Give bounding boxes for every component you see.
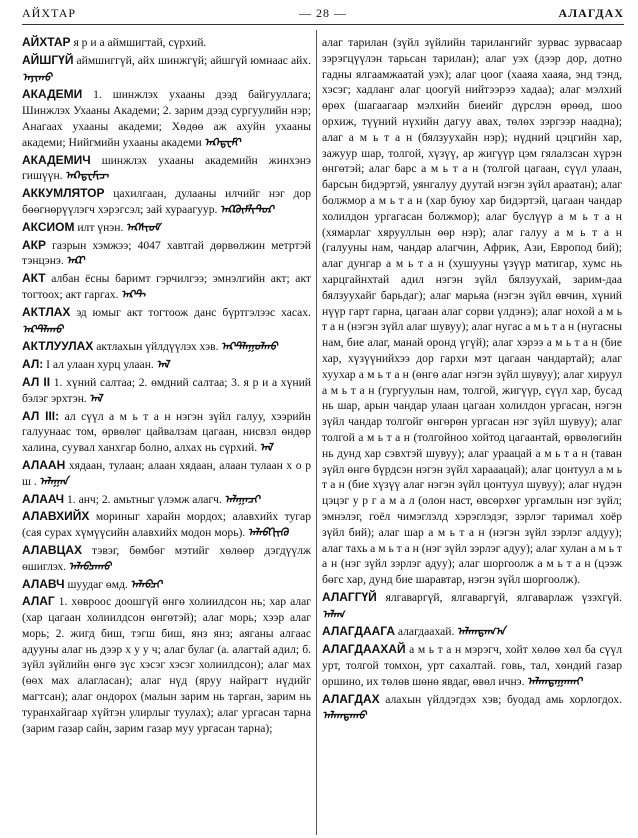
entry-definition: газрын хэмжээ; 4047 хавтгай дөрвөлжин метртэй тэнцэнэ. — [22, 238, 311, 268]
entry-definition: алахын үйлдэгдэх хэв; буодад амь хорлогдох. — [379, 692, 622, 706]
dictionary-entry — [22, 577, 311, 594]
dictionary-entry — [322, 35, 622, 589]
dictionary-entry — [22, 238, 311, 271]
entry-headword: АКАДЕМИ — [22, 87, 83, 102]
entry-definition: шуудаг өмд. — [64, 577, 128, 591]
entry-headword: АЛАГГҮЙ — [322, 589, 377, 604]
page-number: — 28 — — [299, 6, 347, 20]
entry-headword: АКТ — [22, 271, 46, 286]
dictionary-entry — [322, 642, 622, 690]
entry-headword: АКАДЕМИЧ — [22, 152, 91, 167]
mongolian-script: ᠠᠺᠰᠢᠣᠮ — [123, 221, 161, 234]
mongolian-script: ᠠᠯ — [86, 392, 102, 405]
mongolian-script: ᠠᠺᠠᠳ᠋ᠧᠮᠢᠴ — [62, 170, 109, 183]
running-head-left: АЙХТАР — [22, 6, 77, 20]
entry-definition: аймшиггүй, айх шинжгүй; айшгүй юмнаас айх. — [73, 53, 311, 67]
entry-headword: АКР — [22, 237, 46, 252]
entry-headword: АЛАГДААГА — [322, 624, 395, 639]
entry-headword: АККУМЛЯТОР — [22, 186, 105, 201]
entry-headword: АЛ II — [22, 374, 51, 389]
mongolian-script: ᠠᠯᠠᠪᠬᠢᠢᠬᠦ — [245, 527, 289, 540]
mongolian-script: ᠠᠯᠠᠪᠴᠠᠬᠤ — [66, 560, 112, 573]
dictionary-entry — [22, 375, 311, 408]
dictionary-entry — [22, 339, 311, 356]
entry-headword: АКТЛАХ — [22, 304, 71, 319]
entry-headword: АЛАГДАХ — [322, 691, 380, 706]
entry-definition: цахилгаан, дулааны илчийг нэг дор бөөгнөрүүлэгч хэрэгсэл; зай хураагуур. — [22, 187, 311, 216]
entry-headword: АЙХТАР — [22, 35, 71, 49]
entry-headword: АЛАВЦАХ — [22, 542, 82, 557]
dictionary-entry — [22, 458, 311, 491]
entry-headword: АЛАВХИЙХ — [22, 509, 90, 524]
entry-headword: АКСИОМ — [22, 219, 75, 234]
header-rule — [22, 24, 624, 25]
entry-definition: 1. хүний салтаа; 2. өмдний салтаа; 3. я р и а хүний бэлэг эрхтэн. — [22, 375, 311, 405]
mongolian-script: ᠠᠯ — [153, 359, 169, 372]
left-column — [22, 35, 311, 835]
entry-headword: АЛ: — [22, 357, 44, 372]
entry-definition: эд юмыг акт тогтоож данс бүртгэлээс хасах. — [70, 305, 311, 319]
entry-definition: тэвэг, бөмбөг мэтийг хөлөөр дэгдүүлж өшиглэх. — [22, 543, 311, 573]
entry-headword: АЛАВЧ — [22, 576, 65, 591]
entry-definition: 1. анч; 2. амьтныг үлэмж алагч. — [64, 492, 222, 506]
entry-headword: АЛ III: — [22, 408, 60, 423]
mongolian-script: ᠠᠺᠷ — [63, 255, 85, 268]
mongolian-script: ᠠᠶᠢᠬᠤ — [22, 71, 52, 84]
dictionary-entry — [22, 53, 311, 87]
running-head-right: АЛАГДАХ — [558, 6, 624, 20]
entry-definition: илт үнэн. — [74, 220, 124, 234]
entry-definition: алаг тарилан (зүйл зүйлийн тарилангийг зурвас зурвасаар зэрэгцүүлэн тарьсан тарилан); алаг уэх (дээр дор, дотно гадны ялгаамжаатай уэх); алаг цоог (хааяа хааяа, энд тэнд, хэсэг; хадланг алаг цоогуй нийтээрээ хадаа); алаг мэлхий өрөх (шагаагаар мэлхийн биеийг дүрслэн өрөөд, шоо орхиж, түүний нүхийн дагуу авах, төлөх зэргээр наадна); алаг а м ь т а н (бялзуухайн нэр); нүдний цэцгийн хар, зажуур шар, толгой, хүзүү, ар жигүүр цэм гялалзсан хүрэн өнгөтэй; алаг барс а м ь т а н (толгой цагаан, сүүл улаан, барсын бидэртэй, уянгалуу дуутай нэгэн зүйл араатан); алаг болжмор а м ь т а н (хар буюу хар бидэртэй, цагаан чандар холилдон ургагасан болжмор); алаг буслүүр а м ь т а н (хямарлаг хярууллын өөр нэр); алаг галуу а м ь т а н (галууны нам, чандар алагчин, Африк, Ази, Европод бий); алаг дунгар а м ь т а н (хушууны үзүүр матигар, хумс нь харцгайнхтай адил нэгэн зүйл бялзуухай, зарим-даа бялзуухайг барьдаг); алаг марьяа (нэгэн зүйл өвчин, хүний нүүр гарт гарна, цагаан алаг сорви үлдэнэ); алаг нохой а м ь т а н (нэгэн зүйл алаг шувуу); алаг нугас а м ь т а н (нугасны нам, бие алаг, манай оронд үгүй); алаг хэрээ а м ь т а н (бие хар, хүзүүнийхээ дор гархи мэт цагаан чандартай); алаг хуухар а м ь т а н (өнгө алаг нэгэн зүйл шувуу); алаг хируул а м ь т а н (гургуулын нам, толгой, жигүүр, сүүл хар, бусад нь шар, арын чандар улаан цагаан холилдон ургасан, нэгэн зүйл чандар толгойг өнгөрөн ургасан нэг зүйл шувуу); алаг толгой а м ь т а н (толгойноо хойтод цагаантай, өрвөлөгийн нь дунд хар сэвхтэй шувуу); алаг ураацай а м ь т а н (таван зүйл өнгө бүрдсэн нэгэн зүйл харааацай); алаг цонтуул а м ь т а н (бие хүзүү алаг нэгэн зүйл цонтуул шувуу); алаг нүдэн цэцэг у р г а м а л (олон наст, өвсөрхөг ургамлын нэг зүйл; эмнэлэг, гоёл чимэглэлд хэрэглэдэг, зэрлэг таримал хоёр зүйл бий); алаг шар а м ь т а н (нэгэн зүйл зэрлэг алдуу); алаг тахь а м ь т а н (нэг зүйл зэрлэг адуу); алаг хулан а м ь т а н (нэг зүйл зэрлэг адуу); алаг шоргоолж а м ь т а н (цээж бөгс хар, дунд бие шаравтар, нэгэн зүйл шоргоолж). — [322, 36, 622, 587]
dictionary-entry — [322, 692, 622, 726]
dictionary-entry — [22, 271, 311, 304]
dictionary-entry — [322, 624, 622, 641]
entry-headword: АКТЛУУЛАХ — [22, 339, 94, 354]
mongolian-script: ᠠᠯᠠᠭ — [322, 608, 345, 621]
column-divider — [316, 30, 317, 835]
entry-definition: ялгаваргүй, ялгаваргүй, ялгаварлаж үзэхгүй. — [376, 590, 622, 604]
dictionary-entry — [22, 35, 311, 52]
mongolian-script: ᠠᠯᠠᠪᠴᠢ — [127, 578, 162, 591]
mongolian-script: ᠠᠯᠠᠭᠳᠠᠬᠤ — [322, 710, 367, 723]
dictionary-entry — [22, 492, 311, 509]
right-column — [322, 35, 622, 835]
entry-headword: АЛААЧ — [22, 491, 65, 506]
entry-headword: АЙШГҮЙ — [22, 52, 74, 67]
dictionary-entry — [22, 357, 311, 374]
mongolian-script: ᠠᠺᠲᠯᠠᠭᠤᠯᠬᠤ — [218, 341, 278, 354]
entry-headword: АЛААН — [22, 457, 66, 472]
mongolian-script: ᠠᠺᠠᠳ᠋ᠧᠮᠢ — [201, 136, 241, 149]
entry-definition: 1. шинжлэх ухааны дээд байгууллага; Шинжлэх Ухааны Академи; 2. зарим дээд сургуулийн нэр; Анагаах ухааны академи; Хөдөө аж ахуйн ухааны академи; Нийгмийн ухааны академи — [22, 88, 311, 149]
entry-definition: 1. хөвроос доошгүй өнгө холиилдсон нь; хар алаг (хар цагаан холиилдсон өнгөтэй); алаг морь; хээр алаг морь; 2. жигд биш, тэгш биш, янз янз; аяганы алгаас адууны алаг нь дээр х у у ч; алаг булаг (а. алагтай адил; б. зүйл зүйлийн өнгө зүс хэсэг хэсэг холиилдсон); алаг мах (өөх мах алагласан); алаг нүд (яруу найрагт нүдийг магтсан); алаг ондорох (малын зарим нь тарган, зарим нь туранхайгаар хүйтэн улирлыг туулах); алаг ургасан тарна (зарим газар сайн, зарим газар муу ургасан тарна); — [22, 595, 311, 735]
dictionary-entry — [22, 87, 311, 151]
dictionary-entry — [22, 186, 311, 219]
mongolian-script: ᠠᠯᠠᠭᠠᠴᠢ — [221, 493, 260, 506]
entry-definition: я р и а аймшигтай, сүрхий. — [70, 36, 207, 49]
mongolian-script: ᠠᠯᠠᠭᠳᠠᠭᠠᠬᠠᠢ — [524, 675, 583, 688]
entry-definition: I ал улаан хурц улаан. — [43, 358, 154, 372]
entry-definition: алагдаахай. — [395, 625, 455, 639]
mongolian-script: ᠠᠺᠺᠦ᠋ᠮᠯᠢᠲ᠋ᠣᠷ — [217, 203, 274, 216]
dictionary-entry — [22, 543, 311, 576]
mongolian-script: ᠠᠺᠲᠯᠠᠬᠤ — [22, 323, 64, 336]
entry-headword: АЛАГ — [22, 594, 55, 609]
dictionary-entry — [22, 509, 311, 542]
mongolian-script: ᠠᠯᠠᠭᠳᠠᠭ᠎ᠠ — [454, 626, 506, 639]
entry-headword: АЛАГДААХАЙ — [322, 642, 406, 657]
dictionary-entry — [22, 594, 311, 737]
entry-definition: шинжлэх ухааны академийн жинхэнэ гишүүн. — [22, 153, 311, 183]
dictionary-entry — [22, 305, 311, 339]
entry-definition: хядаан, тулаан; алаан хядаан, алаан тулаан х о р ш . — [22, 458, 311, 488]
page-header — [22, 4, 624, 24]
entry-definition: а м ь т а н мэрэгч, хойт хөлөө хөл ба сүүл урт, толгой томхон, урт сахалтай. говь, тал, хөндий газар оршино, их төлөв шөнө явдаг, өвөл ичнэ. — [322, 643, 622, 688]
entry-definition: актлахын үйлдүүлэх хэв. — [93, 340, 219, 354]
entry-definition: албан ёсны баримт гэрчилгээ; эмнэлгийн акт; акт тогтоох; акт гаргах. — [22, 272, 311, 301]
mongolian-script: ᠠᠺᠲ — [118, 288, 146, 301]
entry-definition: ал сүүл а м ь т а н нэгэн зүйл галуу, хээрийн галуунаас том, өрвөлөг цайвалзам цагаан, нисвэл өндөр халина, суувал ханхгар болно, алхах нь сүрхий. — [22, 409, 311, 455]
dictionary-entry — [22, 220, 311, 237]
mongolian-script: ᠠᠯ — [257, 442, 273, 455]
entry-definition: мориныг харайн мордох; алавхийх тугар (сая сурах хүмүүсийн алавхийх модон морь). — [22, 510, 311, 540]
dictionary-entry — [22, 409, 311, 457]
dictionary-entry — [322, 590, 622, 624]
dictionary-entry — [22, 153, 311, 186]
mongolian-script: ᠠᠯᠠᠭᠠᠨ — [36, 475, 68, 488]
